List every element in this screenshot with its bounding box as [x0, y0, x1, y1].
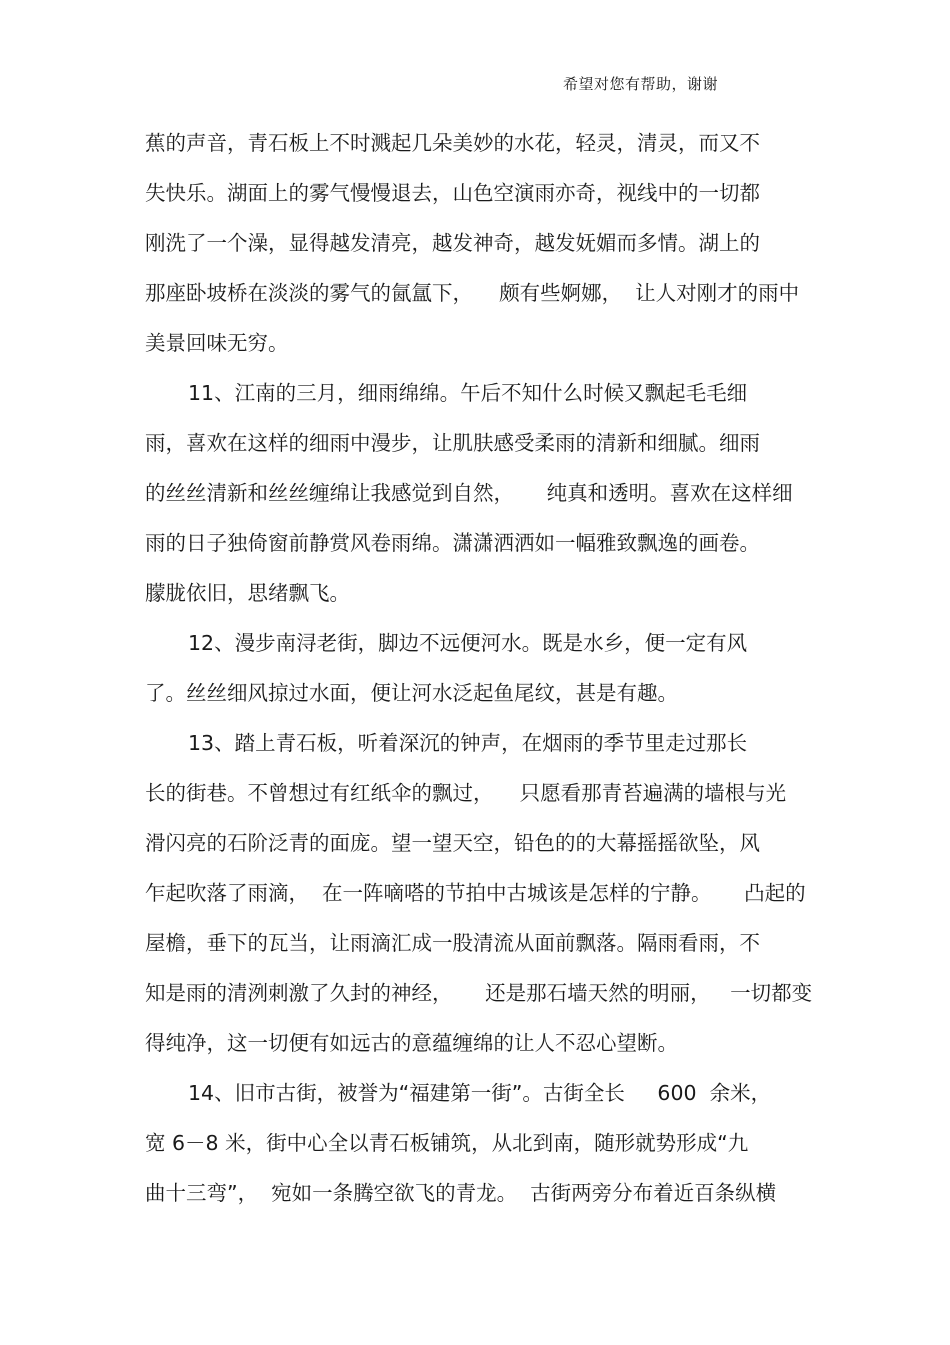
text-line: 11、江南的三月，细雨绵绵。午后不知什么时候又飘起毛毛细 [188, 381, 748, 405]
text-line: 曲十三弯”， 宛如一条腾空欲飞的青龙。 古街两旁分布着近百条纵横 [145, 1181, 777, 1205]
text-line: 13、踏上青石板，听着深沉的钟声，在烟雨的季节里走过那长 [188, 731, 748, 755]
text-line: 知是雨的清洌刺激了久封的神经， 还是那石墙天然的明丽， 一切都变 [145, 981, 813, 1005]
text-line: 14、旧市古街，被誉为“福建第一街”。古街全长 600 余米， [188, 1081, 772, 1105]
text-line: 刚洗了一个澡，显得越发清亮，越发神奇，越发妩媚而多情。湖上的 [145, 231, 760, 255]
text-line: 12、漫步南浔老街，脚边不远便河水。既是水乡，便一定有风 [188, 631, 748, 655]
paragraph-continued [145, 124, 825, 374]
text-line: 屋檐，垂下的瓦当，让雨滴汇成一股清流从面前飘落。隔雨看雨，不 [145, 931, 760, 955]
paragraph-14 [145, 1074, 825, 1224]
page-header-note: 希望对您有帮助，谢谢 [563, 75, 719, 93]
text-line: 滑闪亮的石阶泛青的面庞。望一望天空，铅色的的大幕摇摇欲坠，风 [145, 831, 760, 855]
text-line: 的丝丝清新和丝丝缠绵让我感觉到自然， 纯真和透明。喜欢在这样细 [145, 481, 793, 505]
paragraph-11 [145, 374, 825, 624]
text-line: 长的街巷。不曾想过有红纸伞的飘过， 只愿看那青苔遍满的墙根与光 [145, 781, 787, 805]
text-line: 宽 6－8 米，街中心全以青石板铺筑，从北到南，随形就势形成“九 [145, 1131, 749, 1155]
text-line: 雨，喜欢在这样的细雨中漫步，让肌肤感受柔雨的清新和细腻。细雨 [145, 431, 760, 455]
paragraph-13 [145, 724, 825, 1074]
text-line: 雨的日子独倚窗前静赏风卷雨绵。潇潇洒洒如一幅雅致飘逸的画卷。 [145, 531, 760, 555]
text-line: 乍起吹落了雨滴， 在一阵嘀嗒的节拍中古城该是怎样的宁静。 凸起的 [145, 881, 806, 905]
text-line: 美景回味无穷。 [145, 331, 289, 355]
text-line: 蕉的声音，青石板上不时溅起几朵美妙的水花，轻灵，清灵，而又不 [145, 131, 760, 155]
document-body [145, 124, 825, 1224]
text-line: 失快乐。湖面上的雾气慢慢退去，山色空演雨亦奇，视线中的一切都 [145, 181, 760, 205]
text-line: 朦胧依旧，思绪飘飞。 [145, 581, 350, 605]
paragraph-12 [145, 624, 825, 724]
text-line: 得纯净，这一切便有如远古的意蕴缠绵的让人不忍心望断。 [145, 1031, 678, 1055]
text-line: 了。丝丝细风掠过水面，便让河水泛起鱼尾纹，甚是有趣。 [145, 681, 678, 705]
text-line: 那座卧坡桥在淡淡的雾气的氤氲下， 颇有些婀娜， 让人对刚才的雨中 [145, 281, 800, 305]
